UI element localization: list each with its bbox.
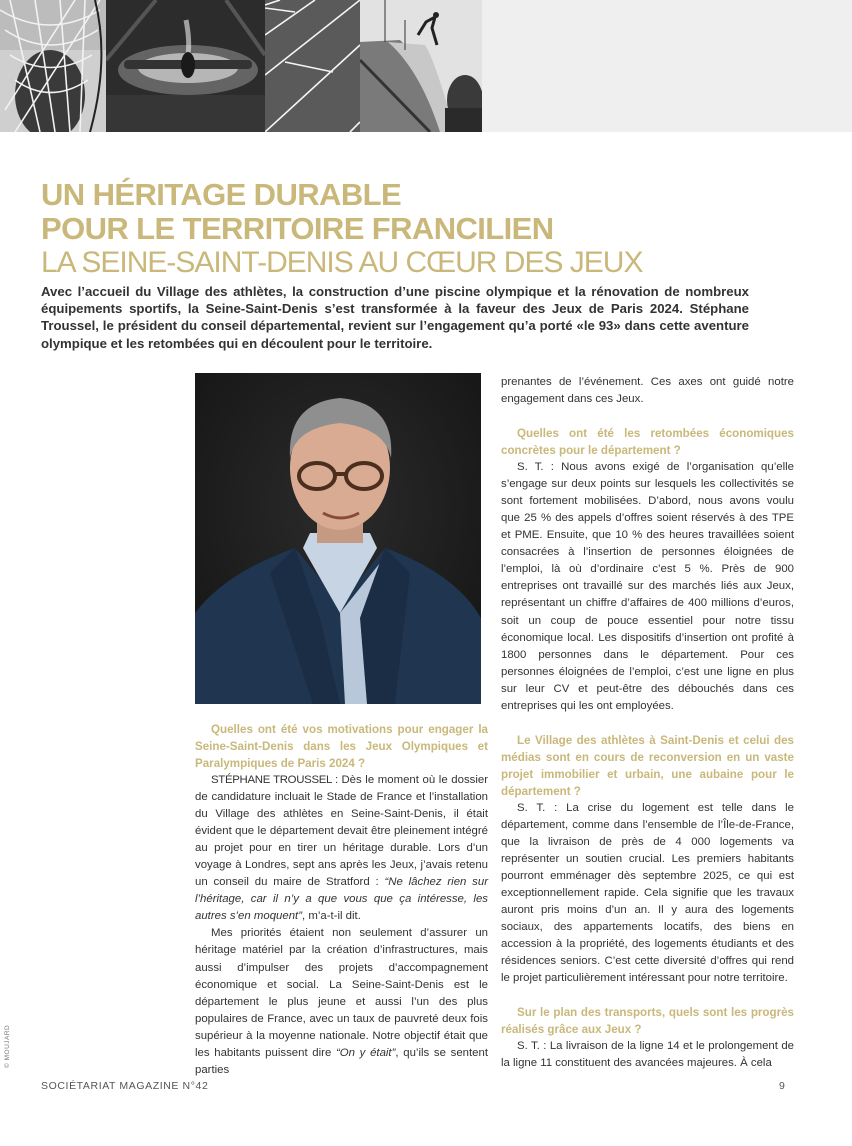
answer-text: La crise du logement est telle dans le département, comme dans l’ensemble de l’Île-de-France, que la livraison de près de 4 000 logements va représenter un soutien crucial. Les premiers habitants pourront emménager dès septembre 2025, ce qui est exceptionnellement rapide. Cela signifie que les travaux auront pris moins d’un an. Il y aura des logements sociaux, des appartements locatifs, des biens en accession à la propriété, des logements étudiants et des résidences seniors. C’est cette diversité d’offres qui rend le projet particulièrement intéressant pour notre territoire.: [501, 801, 794, 985]
article-lead: Avec l’accueil du Village des athlètes, la construction d’une piscine olympique et la rénovation de nombreux équipements sportifs, la Seine-Saint-Denis s’est transformée à la faveur des Jeux de Paris 2024. Stéphane Troussel, le président du conseil départemental, revient sur l’engagement qu’a porté «le 93» dans cette aventure olympique et les retombées qui en découlent pour le territoire.: [41, 284, 749, 351]
running-track-photo: [265, 0, 360, 132]
quote-text: “Ne lâchez rien sur l’héritage, car il n’y a que vous que ça intéresse, les autres s’en moquent”: [195, 876, 488, 923]
speaker-label: S. T. :: [517, 1040, 547, 1053]
question-2: Quelles ont été les retombées économiques concrètes pour le département ?: [501, 427, 794, 458]
magazine-issue: SOCIÉTARIAT MAGAZINE N°42: [41, 1080, 209, 1092]
question-4: Sur le plan des transports, quels sont les progrès réalisés grâce aux Jeux ?: [501, 1006, 794, 1037]
swimmer-butterfly-photo: [106, 0, 265, 132]
answer-text: , qu’ils se sentent parties: [195, 1046, 489, 1076]
answer-text: , m’a-t-il dit.: [302, 910, 361, 923]
speaker-label: STÉPHANE TROUSSEL :: [211, 774, 338, 786]
basketball-net-photo: [0, 0, 106, 132]
answer-text: Dès le moment où le dossier de candidature incluait le Stade de France et l’installation du Village des athlètes en Seine-Saint-Denis, il était évident que le département devait être pleinement intégré au projet pour en tirer un héritage durable. Lors d’un voyage à Londres, sept ans après les Jeux, j’avais retenu un conseil du maire de Stratford :: [195, 774, 488, 889]
speaker-label: S. T. :: [517, 801, 558, 814]
paragraph-gap: [501, 987, 794, 1004]
article-column-right: [501, 374, 794, 1072]
header-photo-strip: [0, 0, 852, 132]
title-line-1: UN HÉRITAGE DURABLE: [41, 177, 402, 212]
speaker-label: S. T. :: [517, 461, 554, 474]
portrait-photo: [195, 373, 481, 704]
answer-1-continued: prenantes de l’événement. Ces axes ont guidé notre engagement dans ces Jeux.: [501, 376, 794, 406]
paragraph-gap: [501, 715, 794, 732]
article-title-block: [41, 178, 761, 280]
question-1: Quelles ont été vos motivations pour engager la Seine-Saint-Denis dans les Jeux Olympiques et Paralympiques de Paris 2024 ?: [195, 723, 488, 770]
paragraph-gap: [501, 408, 794, 425]
answer-1-paragraph-2: [195, 925, 488, 1078]
article-column-left: [195, 721, 488, 1079]
answer-1-paragraph-1: [195, 772, 488, 925]
quote-text: “On y était”: [336, 1046, 396, 1059]
answer-3: [501, 800, 794, 988]
answer-4: [501, 1038, 794, 1072]
header-strip-blank: [482, 0, 852, 132]
photo-credit: © MOUJARD: [4, 1024, 11, 1068]
page-number: 9: [779, 1080, 785, 1092]
answer-text: La livraison de la ligne 14 et le prolongement de la ligne 11 constituent des avancées majeures. À cela: [501, 1040, 794, 1070]
answer-text: Mes priorités étaient non seulement d’assurer un héritage matériel par la création d’infrastructures, mais aussi d’impulser des projets d’accompagnement économique et social. La Seine-Saint-Denis est le département le plus jeune et aussi l’un des plus populaires de France, avec un taux de pauvreté deux fois supérieur à la moyenne nationale. Notre objectif était que les habitants puissent dire: [195, 927, 488, 1059]
answer-text: Nous avons exigé de l’organisation qu’elle s’engage sur deux points sur lesquels les collectivités se sont fortement mobilisées. D’abord, nous avons voulu que 25 % des appels d’offres soient réservés à des TPE et PME. Ensuite, que 10 % des heures travaillées soient consacrées à l’insertion de personnes éloignées de l’emploi, là où d’ordinaire c’est 5 %. Près de 900 entreprises ont travaillé sur des marchés liés aux Jeux, représentant un chiffre d’affaires de 400 millions d’euros, soit un coup de pouce essentiel pour notre tissu économique local. Les dispositifs d’insertion ont profité à 1800 personnes dans le département. Pour ces personnes éloignées de l’emploi, c’est une ligne en plus sur leur CV et peut-être des débouchés dans ces entreprises qui les ont employées.: [501, 461, 794, 712]
skateboarder-halfpipe-photo: [360, 0, 482, 132]
answer-2: [501, 459, 794, 715]
article-subtitle: LA SEINE-SAINT-DENIS AU CŒUR DES JEUX: [41, 246, 643, 279]
question-3: Le Village des athlètes à Saint-Denis et celui des médias sont en cours de reconversion en un vaste projet immobilier et urbain, une aubaine pour le département ?: [501, 733, 794, 798]
title-line-2: POUR LE TERRITOIRE FRANCILIEN: [41, 211, 554, 246]
